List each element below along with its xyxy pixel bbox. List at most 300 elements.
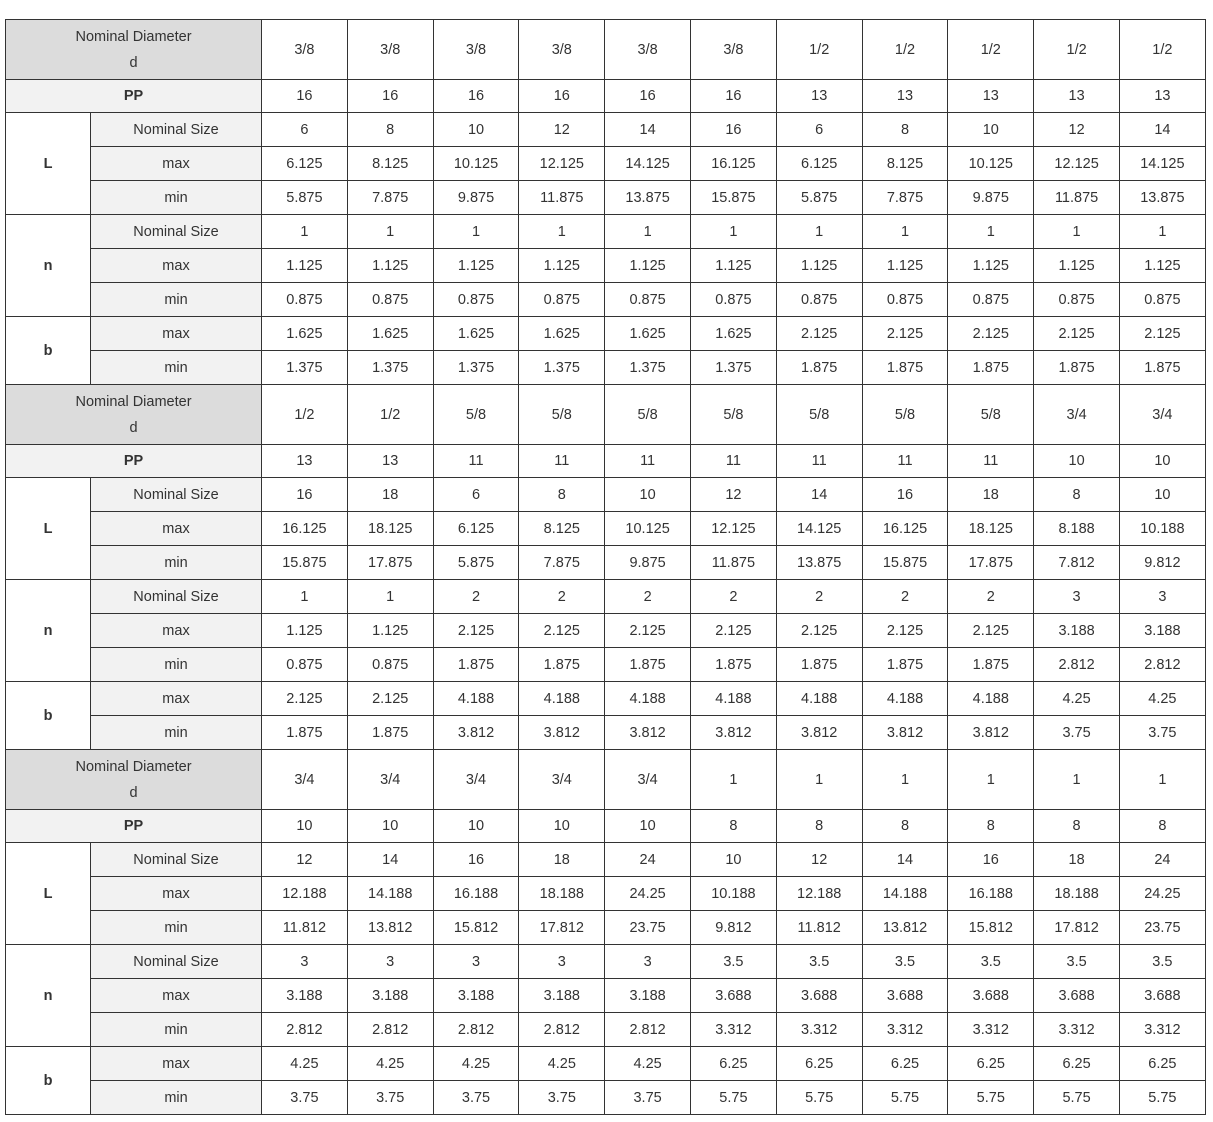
pp-value-cell: 8	[1119, 810, 1205, 843]
value-cell: 12.125	[1034, 147, 1120, 181]
value-cell: 12	[1034, 113, 1120, 147]
value-cell: 1.875	[433, 648, 519, 682]
value-cell: 18.125	[948, 512, 1034, 546]
value-cell: 9.875	[605, 546, 691, 580]
diameter-value-cell: 3/8	[605, 20, 691, 80]
value-cell: 6	[433, 478, 519, 512]
value-cell: 6.125	[262, 147, 348, 181]
nominal-diameter-row	[6, 385, 1206, 445]
value-cell: 15.875	[862, 546, 948, 580]
pp-value-cell: 8	[691, 810, 777, 843]
value-cell: 12.188	[262, 877, 348, 911]
value-cell: 1	[347, 215, 433, 249]
value-cell: 10.188	[691, 877, 777, 911]
value-cell: 7.875	[347, 181, 433, 215]
table-row-L-min	[6, 181, 1206, 215]
value-cell: 10	[691, 843, 777, 877]
pp-row	[6, 80, 1206, 113]
pp-value-cell: 11	[862, 445, 948, 478]
value-cell: 16.125	[691, 147, 777, 181]
pp-value-cell: 11	[605, 445, 691, 478]
value-cell: 8	[347, 113, 433, 147]
value-cell: 10	[948, 113, 1034, 147]
diameter-value-cell: 1	[1034, 750, 1120, 810]
value-cell: 0.875	[691, 283, 777, 317]
value-cell: 4.188	[691, 682, 777, 716]
value-cell: 5.75	[862, 1081, 948, 1115]
table-row-L-min	[6, 911, 1206, 945]
value-cell: 3.688	[948, 979, 1034, 1013]
value-cell: 13.875	[776, 546, 862, 580]
diameter-value-cell: 3/4	[347, 750, 433, 810]
value-cell: 1.875	[347, 716, 433, 750]
value-cell: 15.875	[691, 181, 777, 215]
value-cell: 12	[519, 113, 605, 147]
value-cell: 1.625	[262, 317, 348, 351]
value-cell: 6.25	[1034, 1047, 1120, 1081]
value-cell: 3.188	[1034, 614, 1120, 648]
sub-label-nominal-size: Nominal Size	[91, 215, 262, 249]
value-cell: 3.5	[776, 945, 862, 979]
value-cell: 1	[262, 215, 348, 249]
value-cell: 3.188	[433, 979, 519, 1013]
value-cell: 16.125	[862, 512, 948, 546]
value-cell: 10	[605, 478, 691, 512]
sub-label-min: min	[91, 351, 262, 385]
diameter-value-cell: 5/8	[433, 385, 519, 445]
value-cell: 4.188	[948, 682, 1034, 716]
value-cell: 14.188	[347, 877, 433, 911]
value-cell: 5.875	[262, 181, 348, 215]
value-cell: 8	[519, 478, 605, 512]
value-cell: 1.125	[1119, 249, 1205, 283]
group-label-L: L	[6, 843, 91, 945]
value-cell: 2	[776, 580, 862, 614]
value-cell: 1	[433, 215, 519, 249]
pp-value-cell: 11	[691, 445, 777, 478]
value-cell: 1.625	[347, 317, 433, 351]
value-cell: 4.25	[347, 1047, 433, 1081]
value-cell: 3.688	[1034, 979, 1120, 1013]
value-cell: 1.875	[1034, 351, 1120, 385]
value-cell: 3.812	[433, 716, 519, 750]
value-cell: 1	[519, 215, 605, 249]
value-cell: 4.188	[433, 682, 519, 716]
sub-label-max: max	[91, 249, 262, 283]
nominal-diameter-symbol: d	[129, 54, 138, 71]
value-cell: 2	[519, 580, 605, 614]
group-label-n: n	[6, 580, 91, 682]
value-cell: 12	[776, 843, 862, 877]
value-cell: 8.188	[1034, 512, 1120, 546]
value-cell: 1	[1034, 215, 1120, 249]
table-row-L-max	[6, 512, 1206, 546]
value-cell: 2	[691, 580, 777, 614]
sub-label-nominal-size: Nominal Size	[91, 843, 262, 877]
value-cell: 1.125	[1034, 249, 1120, 283]
pp-value-cell: 13	[1034, 80, 1120, 113]
diameter-value-cell: 3/8	[262, 20, 348, 80]
value-cell: 1.875	[605, 648, 691, 682]
value-cell: 2.812	[1119, 648, 1205, 682]
table-row-n-min	[6, 1013, 1206, 1047]
diameter-value-cell: 1/2	[1034, 20, 1120, 80]
value-cell: 3	[347, 945, 433, 979]
value-cell: 2	[862, 580, 948, 614]
group-label-L: L	[6, 113, 91, 215]
value-cell: 3.812	[862, 716, 948, 750]
pp-value-cell: 11	[948, 445, 1034, 478]
value-cell: 0.875	[433, 283, 519, 317]
table-row-b-max	[6, 1047, 1206, 1081]
value-cell: 3.5	[862, 945, 948, 979]
value-cell: 3.812	[948, 716, 1034, 750]
value-cell: 3.688	[862, 979, 948, 1013]
value-cell: 24	[1119, 843, 1205, 877]
value-cell: 4.25	[1119, 682, 1205, 716]
value-cell: 18	[1034, 843, 1120, 877]
table-row-b-max	[6, 317, 1206, 351]
value-cell: 17.875	[948, 546, 1034, 580]
pp-value-cell: 11	[519, 445, 605, 478]
value-cell: 3.75	[519, 1081, 605, 1115]
table-row-n-max	[6, 614, 1206, 648]
value-cell: 2.125	[1034, 317, 1120, 351]
pp-value-cell: 16	[262, 80, 348, 113]
table-row-b-max	[6, 682, 1206, 716]
value-cell: 4.188	[605, 682, 691, 716]
value-cell: 11.875	[519, 181, 605, 215]
value-cell: 2.125	[691, 614, 777, 648]
value-cell: 1.875	[948, 648, 1034, 682]
value-cell: 6	[776, 113, 862, 147]
value-cell: 0.875	[1034, 283, 1120, 317]
value-cell: 3	[433, 945, 519, 979]
pp-label: PP	[6, 80, 262, 113]
nominal-diameter-row	[6, 20, 1206, 80]
table-row-b-min	[6, 716, 1206, 750]
value-cell: 2	[605, 580, 691, 614]
nominal-diameter-row	[6, 750, 1206, 810]
value-cell: 3	[1119, 580, 1205, 614]
value-cell: 3.312	[948, 1013, 1034, 1047]
sub-label-nominal-size: Nominal Size	[91, 580, 262, 614]
value-cell: 24	[605, 843, 691, 877]
pp-value-cell: 10	[262, 810, 348, 843]
value-cell: 2.125	[862, 317, 948, 351]
value-cell: 1.875	[948, 351, 1034, 385]
pp-value-cell: 11	[433, 445, 519, 478]
table-row-n-nom	[6, 580, 1206, 614]
table-row-b-min	[6, 351, 1206, 385]
value-cell: 3.688	[1119, 979, 1205, 1013]
diameter-value-cell: 3/4	[1119, 385, 1205, 445]
dimension-table-container	[5, 19, 1205, 1115]
value-cell: 5.75	[776, 1081, 862, 1115]
value-cell: 1	[605, 215, 691, 249]
value-cell: 8	[862, 113, 948, 147]
value-cell: 18.188	[1034, 877, 1120, 911]
table-row-L-nom	[6, 478, 1206, 512]
value-cell: 13.812	[347, 911, 433, 945]
value-cell: 6.25	[862, 1047, 948, 1081]
group-label-b: b	[6, 1047, 91, 1115]
pp-label: PP	[6, 810, 262, 843]
value-cell: 3.812	[605, 716, 691, 750]
value-cell: 0.875	[347, 283, 433, 317]
value-cell: 3.75	[347, 1081, 433, 1115]
value-cell: 1.625	[519, 317, 605, 351]
diameter-value-cell: 3/4	[519, 750, 605, 810]
sub-label-max: max	[91, 877, 262, 911]
value-cell: 3	[262, 945, 348, 979]
value-cell: 18.188	[519, 877, 605, 911]
diameter-value-cell: 1	[691, 750, 777, 810]
diameter-value-cell: 5/8	[519, 385, 605, 445]
pp-value-cell: 11	[776, 445, 862, 478]
sub-label-max: max	[91, 512, 262, 546]
table-row-L-nom	[6, 843, 1206, 877]
value-cell: 11.875	[1034, 181, 1120, 215]
diameter-value-cell: 1/2	[948, 20, 1034, 80]
value-cell: 1.375	[691, 351, 777, 385]
value-cell: 3.188	[262, 979, 348, 1013]
diameter-value-cell: 5/8	[691, 385, 777, 445]
pp-value-cell: 13	[347, 445, 433, 478]
value-cell: 1.125	[347, 249, 433, 283]
pp-value-cell: 16	[691, 80, 777, 113]
value-cell: 16	[433, 843, 519, 877]
value-cell: 2.125	[948, 614, 1034, 648]
pp-value-cell: 16	[605, 80, 691, 113]
pp-value-cell: 10	[605, 810, 691, 843]
value-cell: 3.5	[948, 945, 1034, 979]
value-cell: 15.812	[433, 911, 519, 945]
nominal-diameter-symbol: d	[129, 419, 138, 436]
value-cell: 3.812	[691, 716, 777, 750]
table-row-n-min	[6, 283, 1206, 317]
value-cell: 1.125	[862, 249, 948, 283]
value-cell: 3.312	[862, 1013, 948, 1047]
diameter-value-cell: 5/8	[862, 385, 948, 445]
value-cell: 2.125	[862, 614, 948, 648]
value-cell: 12.125	[691, 512, 777, 546]
value-cell: 12	[262, 843, 348, 877]
value-cell: 14	[862, 843, 948, 877]
table-row-b-min	[6, 1081, 1206, 1115]
pp-value-cell: 10	[1119, 445, 1205, 478]
value-cell: 1	[1119, 215, 1205, 249]
value-cell: 16.125	[262, 512, 348, 546]
table-row-n-max	[6, 979, 1206, 1013]
value-cell: 18	[519, 843, 605, 877]
diameter-value-cell: 5/8	[776, 385, 862, 445]
value-cell: 1.875	[776, 648, 862, 682]
value-cell: 5.875	[433, 546, 519, 580]
value-cell: 12.188	[776, 877, 862, 911]
value-cell: 3	[519, 945, 605, 979]
value-cell: 3.75	[262, 1081, 348, 1115]
diameter-value-cell: 1	[862, 750, 948, 810]
value-cell: 23.75	[1119, 911, 1205, 945]
value-cell: 2.125	[948, 317, 1034, 351]
group-label-n: n	[6, 215, 91, 317]
value-cell: 2.812	[605, 1013, 691, 1047]
value-cell: 12.125	[519, 147, 605, 181]
value-cell: 18.125	[347, 512, 433, 546]
value-cell: 4.25	[519, 1047, 605, 1081]
pp-row	[6, 445, 1206, 478]
pp-value-cell: 16	[347, 80, 433, 113]
group-label-L: L	[6, 478, 91, 580]
value-cell: 11.875	[691, 546, 777, 580]
diameter-value-cell: 1/2	[776, 20, 862, 80]
value-cell: 6.25	[776, 1047, 862, 1081]
value-cell: 1.375	[433, 351, 519, 385]
table-row-L-max	[6, 877, 1206, 911]
table-row-n-max	[6, 249, 1206, 283]
value-cell: 1.125	[948, 249, 1034, 283]
value-cell: 11.812	[262, 911, 348, 945]
value-cell: 17.812	[1034, 911, 1120, 945]
value-cell: 1	[776, 215, 862, 249]
value-cell: 10	[433, 113, 519, 147]
sub-label-nominal-size: Nominal Size	[91, 945, 262, 979]
value-cell: 6.25	[948, 1047, 1034, 1081]
value-cell: 4.25	[262, 1047, 348, 1081]
value-cell: 1.875	[862, 351, 948, 385]
value-cell: 10.125	[433, 147, 519, 181]
value-cell: 9.812	[691, 911, 777, 945]
value-cell: 2.125	[776, 317, 862, 351]
value-cell: 16.188	[433, 877, 519, 911]
value-cell: 1.125	[347, 614, 433, 648]
value-cell: 1	[948, 215, 1034, 249]
pp-value-cell: 10	[1034, 445, 1120, 478]
value-cell: 1.125	[433, 249, 519, 283]
value-cell: 16	[948, 843, 1034, 877]
value-cell: 12	[691, 478, 777, 512]
value-cell: 16	[691, 113, 777, 147]
value-cell: 0.875	[1119, 283, 1205, 317]
pp-value-cell: 13	[1119, 80, 1205, 113]
value-cell: 0.875	[347, 648, 433, 682]
pp-value-cell: 13	[262, 445, 348, 478]
value-cell: 3.688	[691, 979, 777, 1013]
value-cell: 6.25	[1119, 1047, 1205, 1081]
group-label-n: n	[6, 945, 91, 1047]
pp-value-cell: 8	[776, 810, 862, 843]
nominal-diameter-label: Nominal Diameter	[75, 28, 192, 45]
value-cell: 11.812	[776, 911, 862, 945]
value-cell: 2.125	[262, 682, 348, 716]
sub-label-min: min	[91, 648, 262, 682]
value-cell: 8	[1034, 478, 1120, 512]
value-cell: 1.625	[433, 317, 519, 351]
value-cell: 2.125	[347, 682, 433, 716]
value-cell: 3.5	[1119, 945, 1205, 979]
value-cell: 2.125	[776, 614, 862, 648]
diameter-value-cell: 3/4	[605, 750, 691, 810]
table-row-n-min	[6, 648, 1206, 682]
value-cell: 5.75	[1119, 1081, 1205, 1115]
value-cell: 14	[776, 478, 862, 512]
value-cell: 14.125	[605, 147, 691, 181]
sub-label-min: min	[91, 181, 262, 215]
nominal-diameter-header	[6, 750, 262, 810]
diameter-value-cell: 3/8	[519, 20, 605, 80]
value-cell: 2	[433, 580, 519, 614]
dimension-table	[5, 19, 1206, 1115]
value-cell: 3.688	[776, 979, 862, 1013]
value-cell: 1.375	[605, 351, 691, 385]
value-cell: 1.875	[262, 716, 348, 750]
sub-label-min: min	[91, 716, 262, 750]
value-cell: 3.188	[1119, 614, 1205, 648]
pp-value-cell: 10	[347, 810, 433, 843]
sub-label-max: max	[91, 317, 262, 351]
diameter-value-cell: 3/8	[347, 20, 433, 80]
value-cell: 13.875	[605, 181, 691, 215]
value-cell: 3.812	[776, 716, 862, 750]
diameter-value-cell: 5/8	[605, 385, 691, 445]
group-label-b: b	[6, 317, 91, 385]
value-cell: 24.25	[1119, 877, 1205, 911]
sub-label-max: max	[91, 147, 262, 181]
diameter-value-cell: 1/2	[262, 385, 348, 445]
value-cell: 8.125	[862, 147, 948, 181]
value-cell: 14	[347, 843, 433, 877]
value-cell: 3.75	[1119, 716, 1205, 750]
nominal-diameter-header	[6, 20, 262, 80]
value-cell: 6.125	[776, 147, 862, 181]
value-cell: 10	[1119, 478, 1205, 512]
table-row-L-nom	[6, 113, 1206, 147]
value-cell: 0.875	[776, 283, 862, 317]
value-cell: 1.875	[1119, 351, 1205, 385]
diameter-value-cell: 3/8	[433, 20, 519, 80]
pp-value-cell: 8	[862, 810, 948, 843]
value-cell: 4.188	[862, 682, 948, 716]
table-row-L-min	[6, 546, 1206, 580]
nominal-diameter-symbol: d	[129, 784, 138, 801]
value-cell: 6.125	[433, 512, 519, 546]
value-cell: 1.125	[691, 249, 777, 283]
sub-label-max: max	[91, 1047, 262, 1081]
pp-value-cell: 8	[1034, 810, 1120, 843]
value-cell: 1.125	[262, 249, 348, 283]
pp-value-cell: 13	[948, 80, 1034, 113]
value-cell: 13.875	[1119, 181, 1205, 215]
table-row-n-nom	[6, 215, 1206, 249]
value-cell: 4.25	[1034, 682, 1120, 716]
value-cell: 9.812	[1119, 546, 1205, 580]
value-cell: 1	[262, 580, 348, 614]
value-cell: 3.75	[433, 1081, 519, 1115]
value-cell: 7.812	[1034, 546, 1120, 580]
value-cell: 3.75	[605, 1081, 691, 1115]
value-cell: 1	[862, 215, 948, 249]
nominal-diameter-header	[6, 385, 262, 445]
value-cell: 23.75	[605, 911, 691, 945]
value-cell: 9.875	[948, 181, 1034, 215]
pp-row	[6, 810, 1206, 843]
sub-label-nominal-size: Nominal Size	[91, 478, 262, 512]
value-cell: 5.875	[776, 181, 862, 215]
value-cell: 2	[948, 580, 1034, 614]
diameter-value-cell: 1/2	[347, 385, 433, 445]
value-cell: 6.25	[691, 1047, 777, 1081]
